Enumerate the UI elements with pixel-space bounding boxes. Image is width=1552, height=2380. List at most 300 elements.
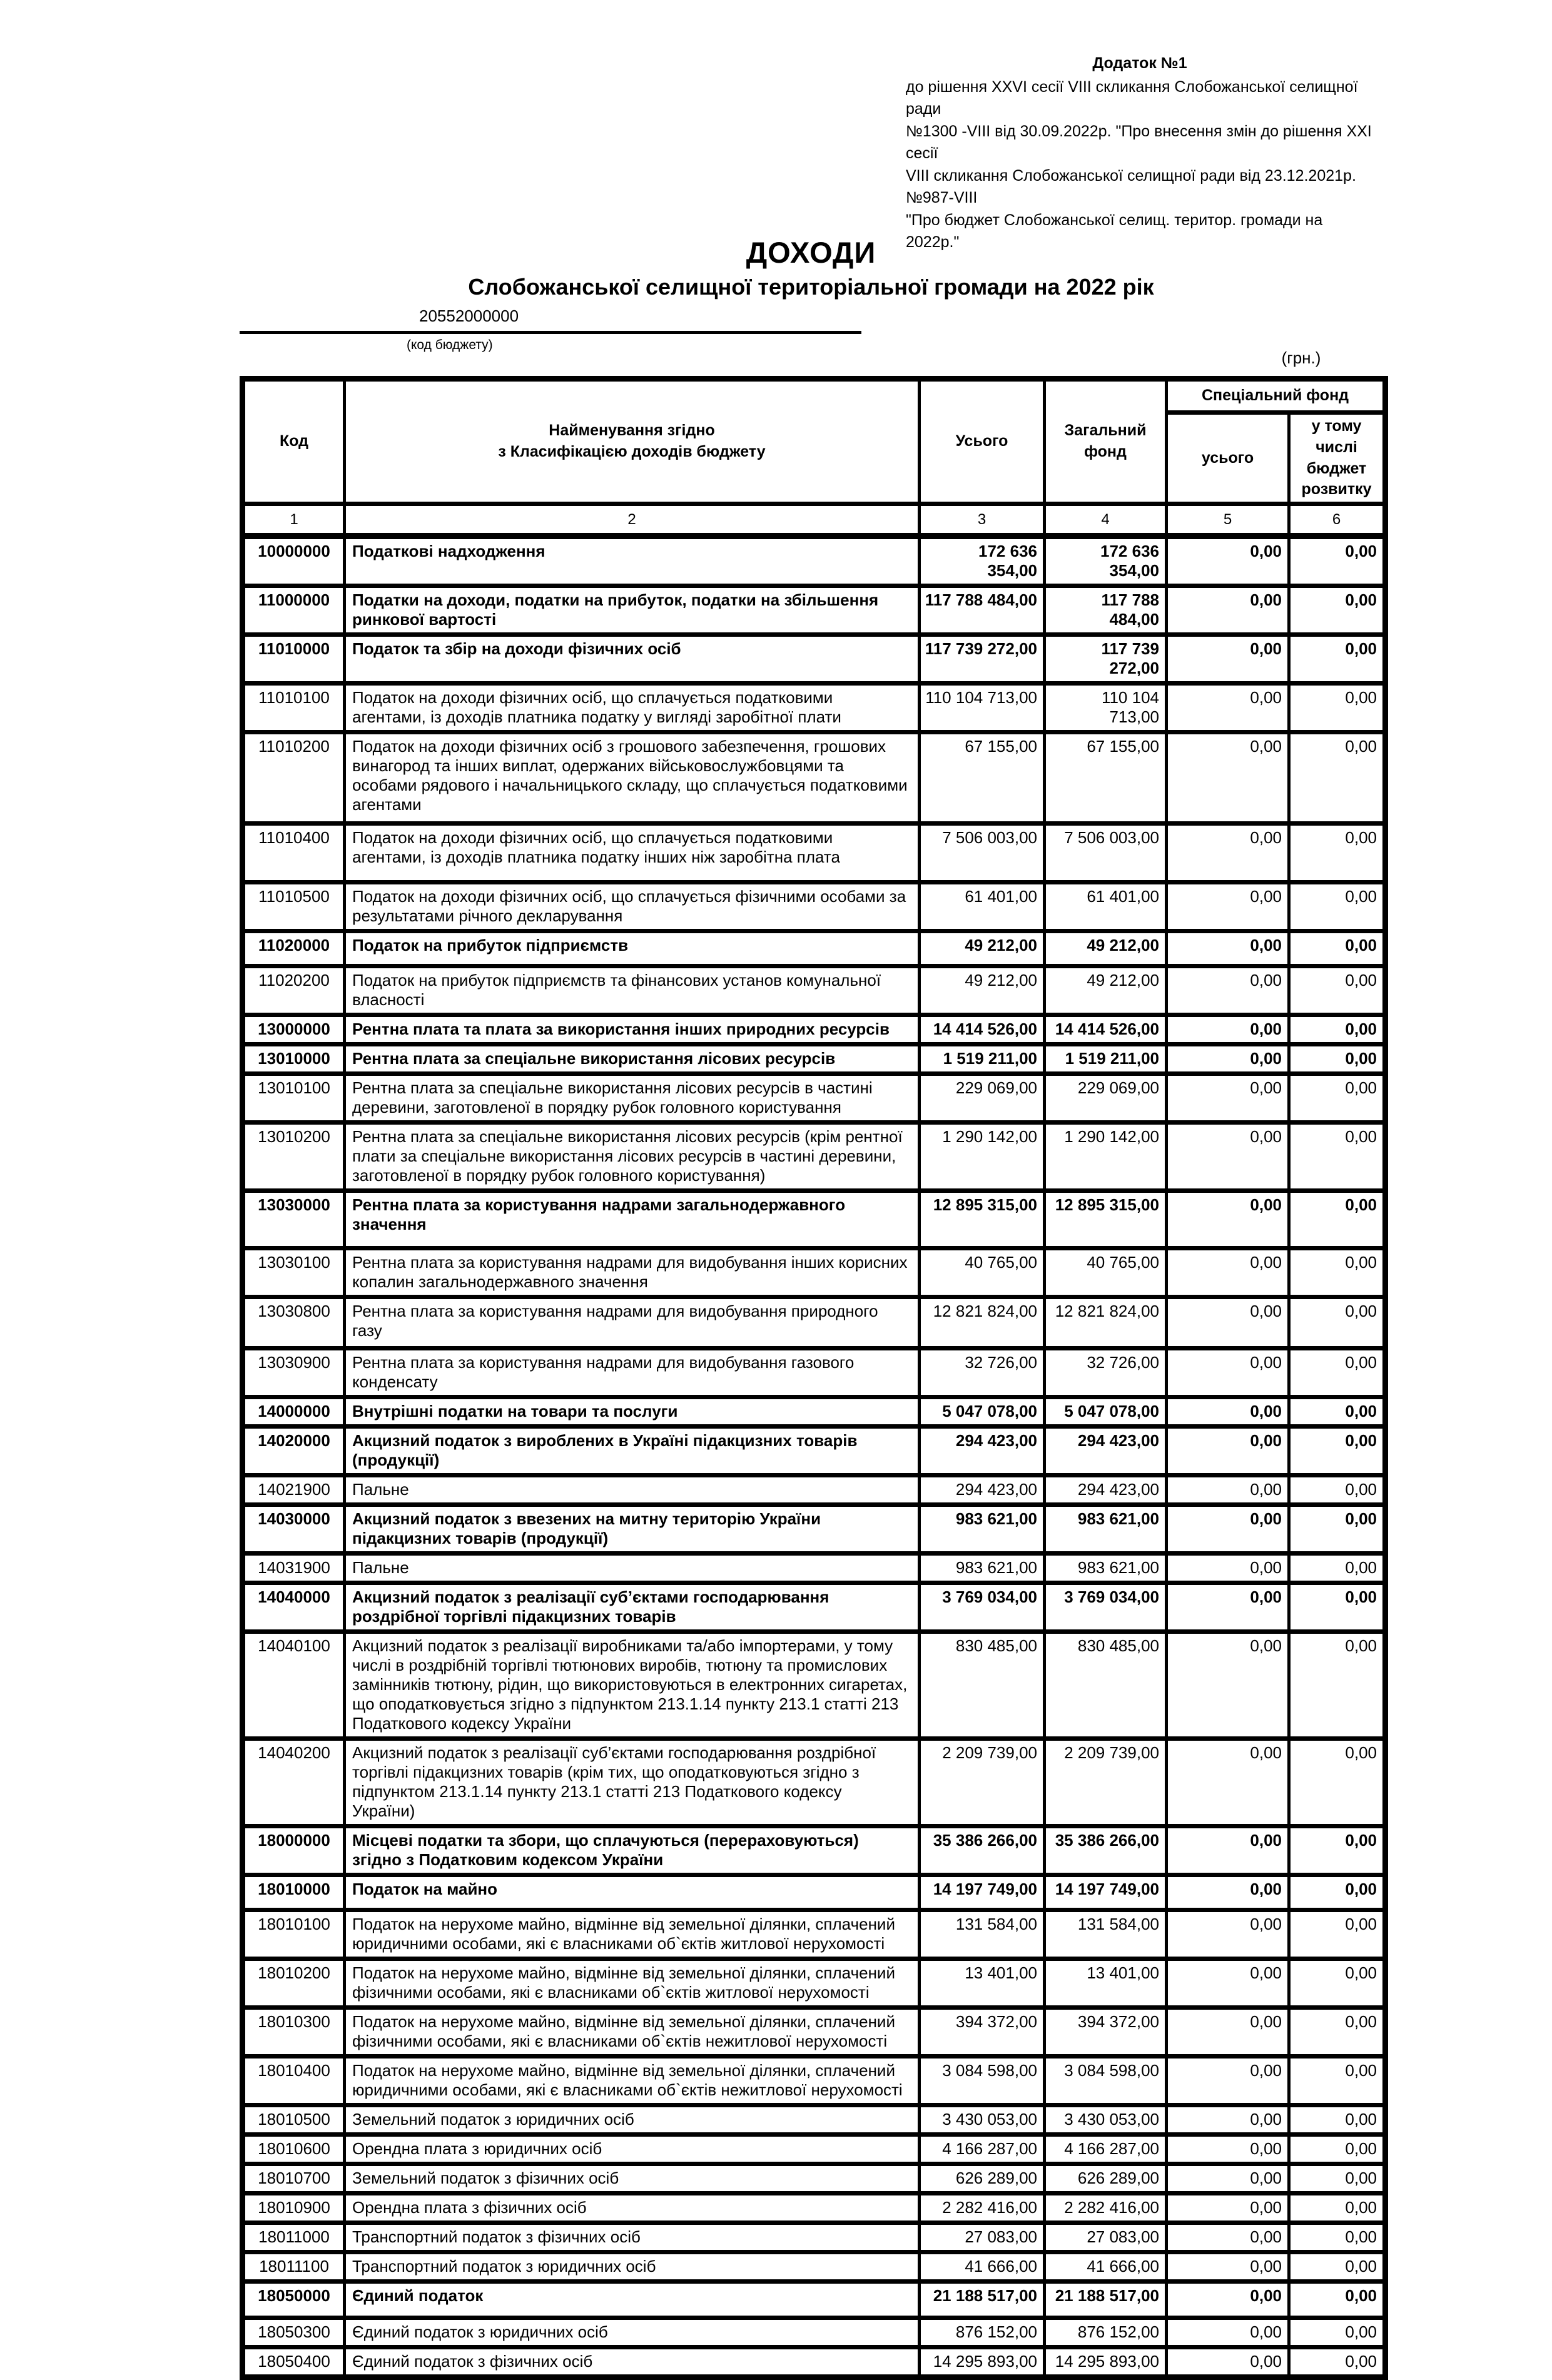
column-number: 3 (920, 504, 1045, 537)
cell-code: 14040000 (243, 1583, 345, 1632)
cell-special-development: 0,00 (1289, 1583, 1386, 1632)
cell-general-fund: 983 621,00 (1045, 1554, 1167, 1583)
cell-total: 7 506 003,00 (920, 824, 1045, 883)
cell-special-development: 0,00 (1289, 1910, 1386, 1959)
table-row (243, 2223, 1386, 2252)
cell-total: 41 666,00 (920, 2252, 1045, 2282)
cell-special-development: 0,00 (1289, 824, 1386, 883)
cell-name: Податок на доходи фізичних осіб з грошового забезпечення, грошових винагород та інших виплат, одержаних військовослужбовцями та особами рядового і начальницького складу, що сплачується податковими агентами (345, 732, 920, 824)
cell-total: 12 895 315,00 (920, 1191, 1045, 1248)
cell-general-fund: 5 047 078,00 (1045, 1397, 1167, 1427)
cell-special-development: 0,00 (1289, 1427, 1386, 1476)
cell-code: 18050000 (243, 2282, 345, 2318)
table-row (243, 931, 1386, 966)
cell-general-fund: 61 401,00 (1045, 883, 1167, 931)
cell-special-development: 0,00 (1289, 536, 1386, 586)
cell-total: 21 188 517,00 (920, 2282, 1045, 2318)
cell-special-development: 0,00 (1289, 1554, 1386, 1583)
cell-code: 10000000 (243, 536, 345, 586)
cell-general-fund: 27 083,00 (1045, 2223, 1167, 2252)
cell-special-development: 0,00 (1289, 1505, 1386, 1554)
cell-name: Акцизний податок з вироблених в Україні підакцизних товарів (продукції) (345, 1427, 920, 1476)
cell-name: Податок на нерухоме майно, відмінне від земельної ділянки, сплачений фізичними особами, які є власниками об`єктів житлової нерухомості (345, 1959, 920, 2008)
cell-general-fund: 131 584,00 (1045, 1910, 1167, 1959)
cell-special-development: 0,00 (1289, 1074, 1386, 1123)
cell-special-total: 0,00 (1167, 1349, 1289, 1397)
cell-general-fund: 117 788 484,00 (1045, 586, 1167, 635)
cell-name: Податок на майно (345, 1875, 920, 1910)
revenue-table-body (243, 536, 1386, 2377)
cell-name: Єдиний податок (345, 2282, 920, 2318)
cell-name: Транспортний податок з юридичних осіб (345, 2252, 920, 2282)
cell-special-total: 0,00 (1167, 1074, 1289, 1123)
cell-total: 294 423,00 (920, 1427, 1045, 1476)
cell-special-total: 0,00 (1167, 1248, 1289, 1297)
special-fund-group-header: Спеціальний фонд (1167, 379, 1386, 413)
cell-special-development: 0,00 (1289, 2008, 1386, 2057)
table-row (243, 1826, 1386, 1875)
cell-special-development: 0,00 (1289, 1297, 1386, 1349)
cell-general-fund: 983 621,00 (1045, 1505, 1167, 1554)
cell-special-total: 0,00 (1167, 1505, 1289, 1554)
cell-name: Податок на прибуток підприємств (345, 931, 920, 966)
cell-total: 5 047 078,00 (920, 1397, 1045, 1427)
cell-name: Земельний податок з фізичних осіб (345, 2164, 920, 2194)
cell-code: 13010000 (243, 1045, 345, 1074)
table-row (243, 1297, 1386, 1349)
cell-special-development: 0,00 (1289, 1826, 1386, 1875)
col-name-header-line1: Найменування згідно (549, 422, 715, 440)
table-row (243, 2347, 1386, 2377)
cell-special-total: 0,00 (1167, 1015, 1289, 1045)
cell-general-fund: 830 485,00 (1045, 1632, 1167, 1739)
cell-general-fund: 3 430 053,00 (1045, 2105, 1167, 2135)
table-row (243, 966, 1386, 1015)
cell-general-fund: 14 197 749,00 (1045, 1875, 1167, 1910)
special-fund-total-header: усього (1167, 413, 1289, 504)
cell-general-fund: 2 209 739,00 (1045, 1739, 1167, 1826)
cell-special-total: 0,00 (1167, 2135, 1289, 2164)
cell-special-development: 0,00 (1289, 1123, 1386, 1191)
cell-name: Рентна плата та плата за використання інших природних ресурсів (345, 1015, 920, 1045)
cell-total: 61 401,00 (920, 883, 1045, 931)
col-total-header: Усього (920, 379, 1045, 504)
cell-special-total: 0,00 (1167, 732, 1289, 824)
cell-name: Орендна плата з юридичних осіб (345, 2135, 920, 2164)
cell-code: 11020200 (243, 966, 345, 1015)
cell-special-total: 0,00 (1167, 2282, 1289, 2318)
cell-special-total: 0,00 (1167, 536, 1289, 586)
cell-code: 14040200 (243, 1739, 345, 1826)
cell-total: 12 821 824,00 (920, 1297, 1045, 1349)
cell-special-development: 0,00 (1289, 2347, 1386, 2377)
col-general-fund-header: Загальний фонд (1045, 379, 1167, 504)
cell-special-total: 0,00 (1167, 2194, 1289, 2223)
table-row (243, 1505, 1386, 1554)
cell-special-development: 0,00 (1289, 635, 1386, 684)
cell-general-fund: 12 821 824,00 (1045, 1297, 1167, 1349)
cell-code: 14000000 (243, 1397, 345, 1427)
cell-general-fund: 14 414 526,00 (1045, 1015, 1167, 1045)
table-row (243, 1427, 1386, 1476)
cell-general-fund: 172 636 354,00 (1045, 536, 1167, 586)
table-row (243, 1554, 1386, 1583)
cell-special-total: 0,00 (1167, 2105, 1289, 2135)
cell-name: Рентна плата за користування надрами загальнодержавного значення (345, 1191, 920, 1248)
table-row (243, 2194, 1386, 2223)
cell-special-development: 0,00 (1289, 586, 1386, 635)
table-row (243, 824, 1386, 883)
cell-special-development: 0,00 (1289, 2282, 1386, 2318)
cell-special-development: 0,00 (1289, 2135, 1386, 2164)
cell-code: 18010900 (243, 2194, 345, 2223)
table-row (243, 536, 1386, 586)
cell-code: 13000000 (243, 1015, 345, 1045)
cell-total: 172 636 354,00 (920, 536, 1045, 586)
cell-code: 13010100 (243, 1074, 345, 1123)
cell-special-total: 0,00 (1167, 2008, 1289, 2057)
cell-special-total: 0,00 (1167, 966, 1289, 1015)
cell-total: 983 621,00 (920, 1554, 1045, 1583)
cell-total: 49 212,00 (920, 966, 1045, 1015)
cell-special-development: 0,00 (1289, 1045, 1386, 1074)
column-number: 1 (243, 504, 345, 537)
table-row (243, 2057, 1386, 2105)
cell-name: Пальне (345, 1554, 920, 1583)
cell-special-total: 0,00 (1167, 2347, 1289, 2377)
cell-special-development: 0,00 (1289, 2057, 1386, 2105)
cell-name: Податок на доходи фізичних осіб, що сплачується податковими агентами, із доходів платника податку у вигляді заробітної плати (345, 684, 920, 732)
cell-code: 14031900 (243, 1554, 345, 1583)
cell-total: 4 166 287,00 (920, 2135, 1045, 2164)
table-row (243, 732, 1386, 824)
cell-total: 876 152,00 (920, 2318, 1045, 2347)
cell-total: 67 155,00 (920, 732, 1045, 824)
column-number: 2 (345, 504, 920, 537)
column-number: 4 (1045, 504, 1167, 537)
cell-name: Рентна плата за спеціальне використання лісових ресурсів в частині деревини, заготовленої в порядку рубок головного користування (345, 1074, 920, 1123)
cell-special-development: 0,00 (1289, 883, 1386, 931)
cell-general-fund: 14 295 893,00 (1045, 2347, 1167, 2377)
cell-code: 18010000 (243, 1875, 345, 1910)
cell-special-total: 0,00 (1167, 1875, 1289, 1910)
cell-name: Акцизний податок з реалізації суб’єктами господарювання роздрібної торгівлі підакцизних товарів (крім тих, що оподатковуються згідно з підпунктом 213.1.14 пункту 213.1 статті 213 Податкового кодексу України) (345, 1739, 920, 1826)
cell-total: 32 726,00 (920, 1349, 1045, 1397)
cell-total: 110 104 713,00 (920, 684, 1045, 732)
cell-name: Податкові надходження (345, 536, 920, 586)
table-row (243, 1074, 1386, 1123)
page-subtitle: Слобожанської селищної територіальної громади на 2022 рік (468, 274, 1154, 300)
cell-special-development: 0,00 (1289, 2164, 1386, 2194)
cell-total: 3 430 053,00 (920, 2105, 1045, 2135)
cell-general-fund: 40 765,00 (1045, 1248, 1167, 1297)
cell-special-total: 0,00 (1167, 1123, 1289, 1191)
cell-name: Рентна плата за спеціальне використання лісових ресурсів (345, 1045, 920, 1074)
cell-name: Місцеві податки та збори, що сплачуються (перераховуються) згідно з Податковим кодексом України (345, 1826, 920, 1875)
table-row (243, 2164, 1386, 2194)
cell-code: 18050400 (243, 2347, 345, 2377)
cell-code: 14030000 (243, 1505, 345, 1554)
table-row (243, 1397, 1386, 1427)
cell-total: 117 739 272,00 (920, 635, 1045, 684)
table-row (243, 1191, 1386, 1248)
cell-name: Податки на доходи, податки на прибуток, податки на збільшення ринкової вартості (345, 586, 920, 635)
cell-name: Податок на нерухоме майно, відмінне від земельної ділянки, сплачений фізичними особами, які є власниками об`єктів нежитлової нерухомості (345, 2008, 920, 2057)
cell-total: 13 401,00 (920, 1959, 1045, 2008)
table-row (243, 1875, 1386, 1910)
cell-name: Рентна плата за користування надрами для видобування газового конденсату (345, 1349, 920, 1397)
cell-name: Рентна плата за користування надрами для видобування інших корисних копалин загальнодержавного значення (345, 1248, 920, 1297)
cell-special-development: 0,00 (1289, 931, 1386, 966)
cell-general-fund: 21 188 517,00 (1045, 2282, 1167, 2318)
cell-code: 13030800 (243, 1297, 345, 1349)
cell-total: 40 765,00 (920, 1248, 1045, 1297)
cell-general-fund: 49 212,00 (1045, 966, 1167, 1015)
cell-special-total: 0,00 (1167, 824, 1289, 883)
cell-name: Єдиний податок з фізичних осіб (345, 2347, 920, 2377)
annex-line: до рішення XXVI сесії VIII скликання Слобожанської селищної ради (906, 78, 1358, 118)
cell-total: 229 069,00 (920, 1074, 1045, 1123)
cell-code: 13030000 (243, 1191, 345, 1248)
cell-code: 18010100 (243, 1910, 345, 1959)
cell-special-total: 0,00 (1167, 684, 1289, 732)
cell-total: 830 485,00 (920, 1632, 1045, 1739)
cell-special-total: 0,00 (1167, 2252, 1289, 2282)
cell-code: 18010500 (243, 2105, 345, 2135)
cell-total: 983 621,00 (920, 1505, 1045, 1554)
cell-special-total: 0,00 (1167, 931, 1289, 966)
annex-title: Додаток №1 (1092, 54, 1187, 72)
table-row (243, 1476, 1386, 1505)
cell-code: 14020000 (243, 1427, 345, 1476)
table-row (243, 1583, 1386, 1632)
cell-total: 1 519 211,00 (920, 1045, 1045, 1074)
cell-total: 117 788 484,00 (920, 586, 1045, 635)
cell-code: 13010200 (243, 1123, 345, 1191)
cell-special-total: 0,00 (1167, 2223, 1289, 2252)
cell-code: 14040100 (243, 1632, 345, 1739)
cell-total: 626 289,00 (920, 2164, 1045, 2194)
page-title: ДОХОДИ (746, 236, 876, 269)
cell-total: 1 290 142,00 (920, 1123, 1045, 1191)
annex-line: №1300 -VIII від 30.09.2022р. "Про внесення змін до рішення XXI сесії (906, 122, 1372, 162)
cell-code: 18011000 (243, 2223, 345, 2252)
cell-special-total: 0,00 (1167, 1826, 1289, 1875)
column-number: 5 (1167, 504, 1289, 537)
cell-special-development: 0,00 (1289, 1632, 1386, 1739)
table-row (243, 1632, 1386, 1739)
cell-special-total: 0,00 (1167, 1297, 1289, 1349)
cell-name: Податок та збір на доходи фізичних осіб (345, 635, 920, 684)
cell-special-development: 0,00 (1289, 1191, 1386, 1248)
table-row (243, 2318, 1386, 2347)
cell-special-development: 0,00 (1289, 2194, 1386, 2223)
cell-code: 11010000 (243, 635, 345, 684)
cell-code: 18010600 (243, 2135, 345, 2164)
cell-special-development: 0,00 (1289, 732, 1386, 824)
cell-general-fund: 7 506 003,00 (1045, 824, 1167, 883)
cell-name: Пальне (345, 1476, 920, 1505)
cell-total: 14 197 749,00 (920, 1875, 1045, 1910)
cell-special-total: 0,00 (1167, 1910, 1289, 1959)
cell-code: 11010500 (243, 883, 345, 931)
table-row (243, 883, 1386, 931)
cell-special-development: 0,00 (1289, 2223, 1386, 2252)
table-row (243, 2008, 1386, 2057)
cell-code: 18010300 (243, 2008, 345, 2057)
cell-special-total: 0,00 (1167, 1191, 1289, 1248)
cell-name: Акцизний податок з ввезених на митну територію України підакцизних товарів (продукції) (345, 1505, 920, 1554)
cell-code: 11010200 (243, 732, 345, 824)
cell-code: 18000000 (243, 1826, 345, 1875)
table-row (243, 1959, 1386, 2008)
cell-special-development: 0,00 (1289, 2105, 1386, 2135)
cell-general-fund: 3 084 598,00 (1045, 2057, 1167, 2105)
table-row (243, 2135, 1386, 2164)
column-number: 6 (1289, 504, 1386, 537)
cell-total: 131 584,00 (920, 1910, 1045, 1959)
cell-total: 3 084 598,00 (920, 2057, 1045, 2105)
cell-total: 2 282 416,00 (920, 2194, 1045, 2223)
cell-name: Рентна плата за спеціальне використання лісових ресурсів (крім рентної плати за спеціальне використання лісових ресурсів в частині деревини, заготовленої в порядку рубок головного користування) (345, 1123, 920, 1191)
cell-total: 27 083,00 (920, 2223, 1045, 2252)
cell-general-fund: 4 166 287,00 (1045, 2135, 1167, 2164)
cell-special-development: 0,00 (1289, 2252, 1386, 2282)
cell-name: Єдиний податок з юридичних осіб (345, 2318, 920, 2347)
cell-name: Податок на нерухоме майно, відмінне від земельної ділянки, сплачений юридичними особами, які є власниками об`єктів житлової нерухомості (345, 1910, 920, 1959)
cell-general-fund: 35 386 266,00 (1045, 1826, 1167, 1875)
cell-general-fund: 49 212,00 (1045, 931, 1167, 966)
cell-code: 13030900 (243, 1349, 345, 1397)
cell-name: Податок на прибуток підприємств та фінансових установ комунальної власності (345, 966, 920, 1015)
cell-general-fund: 41 666,00 (1045, 2252, 1167, 2282)
cell-code: 11000000 (243, 586, 345, 635)
cell-special-development: 0,00 (1289, 2318, 1386, 2347)
cell-special-development: 0,00 (1289, 1875, 1386, 1910)
special-fund-development-header: у тому числі бюджет розвитку (1289, 413, 1386, 504)
budget-code-label: (код бюджету) (407, 338, 493, 352)
cell-total: 394 372,00 (920, 2008, 1045, 2057)
cell-code: 18011100 (243, 2252, 345, 2282)
table-row (243, 1015, 1386, 1045)
cell-name: Орендна плата з фізичних осіб (345, 2194, 920, 2223)
table-row (243, 1910, 1386, 1959)
cell-general-fund: 1 519 211,00 (1045, 1045, 1167, 1074)
cell-name: Внутрішні податки на товари та послуги (345, 1397, 920, 1427)
cell-total: 49 212,00 (920, 931, 1045, 966)
annex-note (906, 53, 1374, 254)
cell-special-total: 0,00 (1167, 1427, 1289, 1476)
cell-name: Акцизний податок з реалізації виробниками та/або імпортерами, у тому числі в роздрібній торгівлі тютюнових виробів, тютюну та промислових замінників тютюну, рідин, що використовуються в електронних сигаретах, що оподатковується згідно з підпунктом 213.1.14 пункту 213.1 статті 213 Податкового кодексу України (345, 1632, 920, 1739)
cell-general-fund: 13 401,00 (1045, 1959, 1167, 2008)
table-row (243, 1123, 1386, 1191)
cell-name: Транспортний податок з фізичних осіб (345, 2223, 920, 2252)
cell-special-total: 0,00 (1167, 1632, 1289, 1739)
cell-general-fund: 294 423,00 (1045, 1476, 1167, 1505)
cell-general-fund: 2 282 416,00 (1045, 2194, 1167, 2223)
cell-special-total: 0,00 (1167, 2057, 1289, 2105)
table-row (243, 1045, 1386, 1074)
cell-special-total: 0,00 (1167, 1959, 1289, 2008)
cell-general-fund: 117 739 272,00 (1045, 635, 1167, 684)
budget-code: 20552000000 (240, 306, 861, 334)
cell-special-development: 0,00 (1289, 1248, 1386, 1297)
cell-general-fund: 12 895 315,00 (1045, 1191, 1167, 1248)
cell-special-development: 0,00 (1289, 1349, 1386, 1397)
cell-name: Акцизний податок з реалізації суб’єктами господарювання роздрібної торгівлі підакцизних товарів (345, 1583, 920, 1632)
cell-special-total: 0,00 (1167, 2318, 1289, 2347)
cell-special-total: 0,00 (1167, 1554, 1289, 1583)
cell-special-total: 0,00 (1167, 1476, 1289, 1505)
revenue-table (240, 376, 1388, 2380)
cell-special-total: 0,00 (1167, 1397, 1289, 1427)
table-row (243, 2105, 1386, 2135)
col-code-header: Код (243, 379, 345, 504)
cell-name: Податок на доходи фізичних осіб, що сплачується фізичними особами за результатами річного декларування (345, 883, 920, 931)
cell-general-fund: 3 769 034,00 (1045, 1583, 1167, 1632)
table-row (243, 684, 1386, 732)
currency-note: (грн.) (1281, 348, 1321, 367)
cell-general-fund: 110 104 713,00 (1045, 684, 1167, 732)
cell-code: 18010200 (243, 1959, 345, 2008)
cell-name: Земельний податок з юридичних осіб (345, 2105, 920, 2135)
cell-code: 11010100 (243, 684, 345, 732)
table-row (243, 1349, 1386, 1397)
table-row (243, 635, 1386, 684)
cell-special-development: 0,00 (1289, 1397, 1386, 1427)
cell-special-total: 0,00 (1167, 1583, 1289, 1632)
cell-total: 294 423,00 (920, 1476, 1045, 1505)
cell-name: Податок на нерухоме майно, відмінне від земельної ділянки, сплачений юридичними особами, які є власниками об`єктів нежитлової нерухомості (345, 2057, 920, 2105)
table-row (243, 2282, 1386, 2318)
cell-total: 2 209 739,00 (920, 1739, 1045, 1826)
cell-special-development: 0,00 (1289, 966, 1386, 1015)
table-row (243, 1248, 1386, 1297)
table-row (243, 2252, 1386, 2282)
cell-general-fund: 1 290 142,00 (1045, 1123, 1167, 1191)
cell-general-fund: 67 155,00 (1045, 732, 1167, 824)
cell-code: 11020000 (243, 931, 345, 966)
col-name-header-line2: з Класифікацією доходів бюджету (498, 443, 766, 460)
cell-total: 14 295 893,00 (920, 2347, 1045, 2377)
table-row (243, 1739, 1386, 1826)
cell-general-fund: 32 726,00 (1045, 1349, 1167, 1397)
annex-line: "Про бюджет Слобожанської селищ. територ. громади на 2022р." (906, 211, 1323, 251)
cell-special-total: 0,00 (1167, 883, 1289, 931)
cell-code: 13030100 (243, 1248, 345, 1297)
cell-special-total: 0,00 (1167, 586, 1289, 635)
cell-general-fund: 229 069,00 (1045, 1074, 1167, 1123)
cell-total: 35 386 266,00 (920, 1826, 1045, 1875)
cell-total: 14 414 526,00 (920, 1015, 1045, 1045)
cell-general-fund: 394 372,00 (1045, 2008, 1167, 2057)
cell-special-total: 0,00 (1167, 2164, 1289, 2194)
cell-special-total: 0,00 (1167, 1739, 1289, 1826)
cell-code: 18050300 (243, 2318, 345, 2347)
cell-total: 3 769 034,00 (920, 1583, 1045, 1632)
cell-special-development: 0,00 (1289, 1739, 1386, 1826)
cell-name: Рентна плата за користування надрами для видобування природного газу (345, 1297, 920, 1349)
table-row (243, 586, 1386, 635)
cell-code: 18010400 (243, 2057, 345, 2105)
cell-general-fund: 294 423,00 (1045, 1427, 1167, 1476)
cell-special-development: 0,00 (1289, 1015, 1386, 1045)
cell-code: 14021900 (243, 1476, 345, 1505)
col-name-header (345, 379, 920, 504)
cell-code: 18010700 (243, 2164, 345, 2194)
cell-general-fund: 626 289,00 (1045, 2164, 1167, 2194)
cell-special-development: 0,00 (1289, 1476, 1386, 1505)
